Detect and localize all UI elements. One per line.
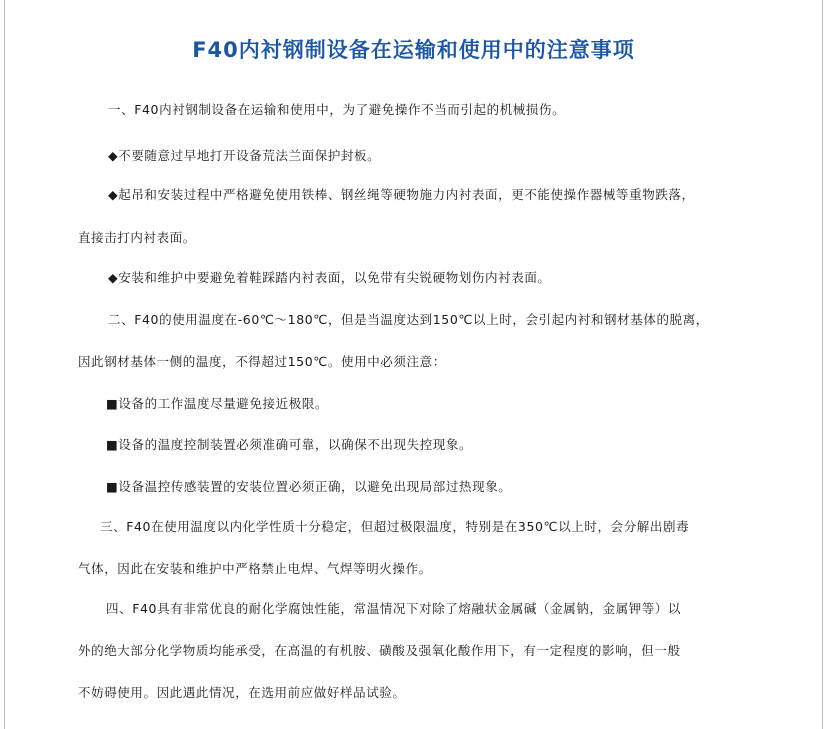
page-border-left [4, 0, 5, 729]
square-item-3: ■设备温控传感装置的安装位置必须正确，以避免出现局部过热现象。 [106, 479, 512, 494]
page-border-right [822, 0, 823, 729]
bullet-1: ◆不要随意过早地打开设备荒法兰面保护封板。 [108, 148, 381, 163]
paragraph-1-line-1: 一、F40内衬钢制设备在运输和使用中，为了避免操作不当而引起的机械损伤。 [108, 102, 566, 117]
paragraph-2-line-2: 因此钢材基体一侧的温度，不得超过150℃。使用中必须注意： [78, 354, 446, 369]
paragraph-4-line-3: 不妨碍使用。因此遇此情况，在选用前应做好样品试验。 [78, 685, 406, 700]
paragraph-4-line-2: 外的绝大部分化学物质均能承受，在高温的有机胺、磺酸及强氧化酸作用下，有一定程度的影响，但一般 [78, 643, 681, 658]
bullet-2-line-2: 直接击打内衬表面。 [78, 230, 196, 245]
document-title: F40内衬钢制设备在运输和使用中的注意事项 [192, 38, 635, 62]
square-item-2: ■设备的温度控制装置必须准确可靠，以确保不出现失控现象。 [106, 437, 473, 452]
paragraph-3-line-1: 三、F40在使用温度以内化学性质十分稳定，但超过极限温度，特别是在350℃以上时，会分解出剧毒 [100, 519, 690, 534]
bullet-2-line-1: ◆起吊和安装过程中严格避免使用铁棒、钢丝绳等硬物施力内衬表面，更不能使操作器械等重物跌落， [108, 187, 695, 202]
paragraph-2-line-1: 二、F40的使用温度在-60℃～180℃，但是当温度达到150℃以上时，会引起内衬和钢材基体的脱离， [108, 312, 709, 327]
paragraph-4-line-1: 四、F40具有非常优良的耐化学腐蚀性能，常温情况下对除了熔融状金属碱（金属钠，金属钾等）以 [106, 601, 682, 616]
paragraph-3-line-2: 气体，因此在安装和维护中严格禁止电焊、气焊等明火操作。 [78, 561, 432, 576]
square-item-1: ■设备的工作温度尽量避免接近极限。 [106, 396, 329, 411]
bullet-3: ◆安装和维护中要避免着鞋踩踏内衬表面，以免带有尖锐硬物划伤内衬表面。 [108, 270, 551, 285]
